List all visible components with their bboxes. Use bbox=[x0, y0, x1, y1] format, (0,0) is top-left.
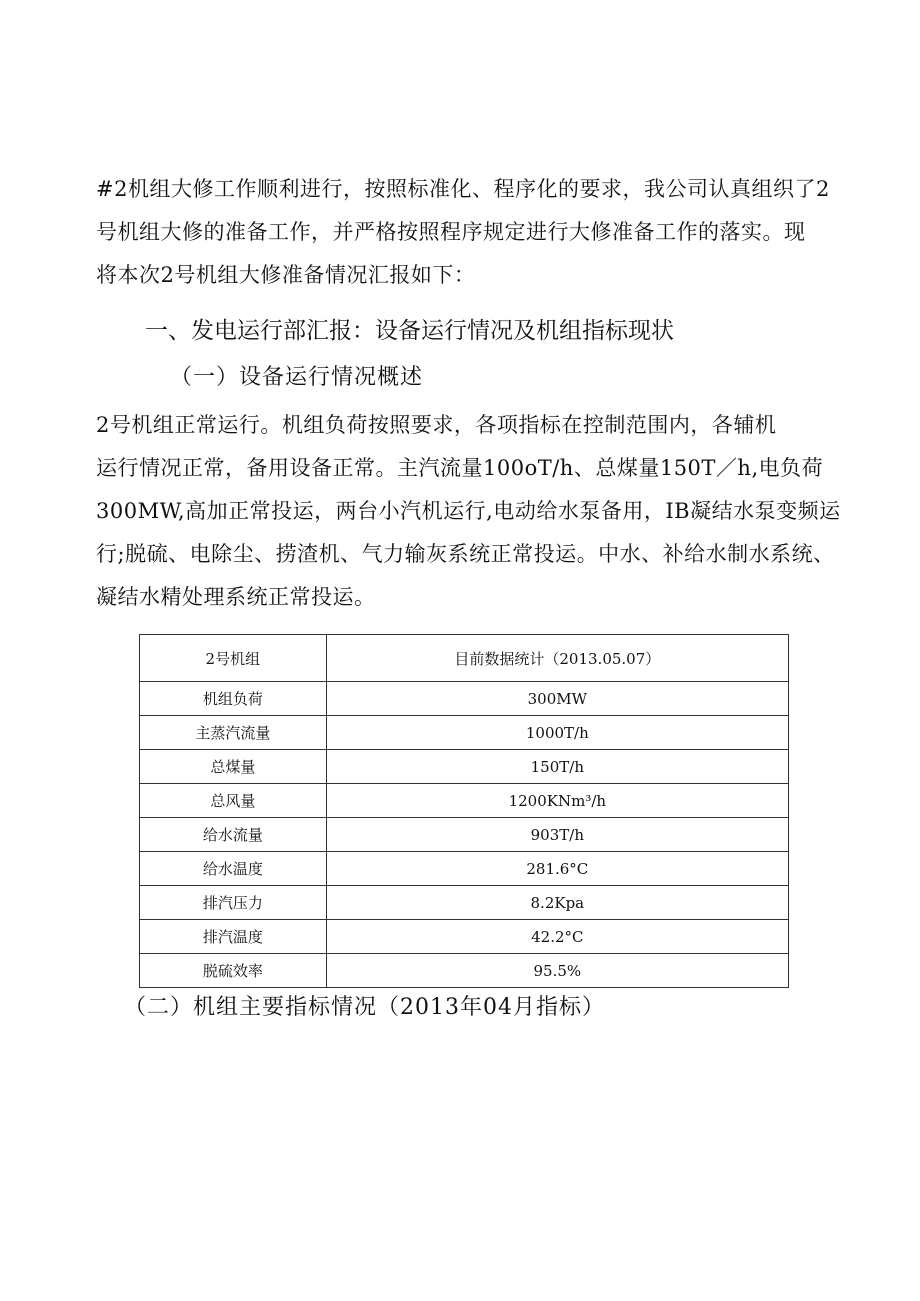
metric-name: 机组负荷 bbox=[140, 682, 327, 716]
metric-name: 脱硫效率 bbox=[140, 954, 327, 988]
metric-value: 42.2°C bbox=[326, 920, 788, 954]
body-line: 行;脱硫、电除尘、捞渣机、气力输灰系统正常投运。中水、补给水制水系统、 bbox=[96, 542, 835, 566]
table-header-row bbox=[140, 635, 789, 682]
section-heading: 一、发电运行部汇报：设备运行情况及机组指标现状 bbox=[145, 318, 674, 344]
table-header-cell: 2号机组 bbox=[140, 635, 327, 682]
table-row bbox=[140, 784, 789, 818]
unit-data-table bbox=[139, 634, 789, 988]
body-line: 凝结水精处理系统正常投运。 bbox=[96, 585, 376, 609]
metric-name: 总风量 bbox=[140, 784, 327, 818]
metric-value: 1200KNm³/h bbox=[326, 784, 788, 818]
table-row bbox=[140, 716, 789, 750]
table-header-cell: 目前数据统计（2013.05.07） bbox=[326, 635, 788, 682]
intro-line: 号机组大修的准备工作，并严格按照程序规定进行大修准备工作的落实。现 bbox=[96, 220, 806, 244]
subsection-heading: （二）机组主要指标情况（2013年04月指标） bbox=[124, 995, 605, 1020]
metric-name: 主蒸汽流量 bbox=[140, 716, 327, 750]
metric-value: 8.2Kpa bbox=[326, 886, 788, 920]
table-row bbox=[140, 682, 789, 716]
table-row bbox=[140, 920, 789, 954]
metric-name: 给水流量 bbox=[140, 818, 327, 852]
metric-value: 281.6°C bbox=[326, 852, 788, 886]
intro-line: #2机组大修工作顺利进行，按照标准化、程序化的要求，我公司认真组织了2 bbox=[96, 177, 830, 201]
table-row bbox=[140, 750, 789, 784]
metric-name: 总煤量 bbox=[140, 750, 327, 784]
metric-value: 150T/h bbox=[326, 750, 788, 784]
subsection-heading: （一）设备运行情况概述 bbox=[170, 365, 424, 390]
table-row bbox=[140, 818, 789, 852]
metric-value: 95.5% bbox=[326, 954, 788, 988]
equipment-status-paragraph bbox=[96, 404, 841, 619]
table-row bbox=[140, 852, 789, 886]
body-line: 300MW,高加正常投运，两台小汽机运行,电动给水泵备用，IB凝结水泵变频运 bbox=[96, 499, 841, 523]
metric-value: 1000T/h bbox=[326, 716, 788, 750]
metric-name: 排汽压力 bbox=[140, 886, 327, 920]
intro-paragraph bbox=[96, 168, 836, 297]
metric-value: 300MW bbox=[326, 682, 788, 716]
table-row bbox=[140, 954, 789, 988]
intro-line: 将本次2号机组大修准备情况汇报如下： bbox=[96, 263, 476, 287]
body-line: 运行情况正常，备用设备正常。主汽流量100oT/h、总煤量150T／h,电负荷 bbox=[96, 456, 824, 480]
table-row bbox=[140, 886, 789, 920]
body-line: 2号机组正常运行。机组负荷按照要求，各项指标在控制范围内，各辅机 bbox=[96, 413, 777, 437]
metric-value: 903T/h bbox=[326, 818, 788, 852]
metric-name: 排汽温度 bbox=[140, 920, 327, 954]
metric-name: 给水温度 bbox=[140, 852, 327, 886]
